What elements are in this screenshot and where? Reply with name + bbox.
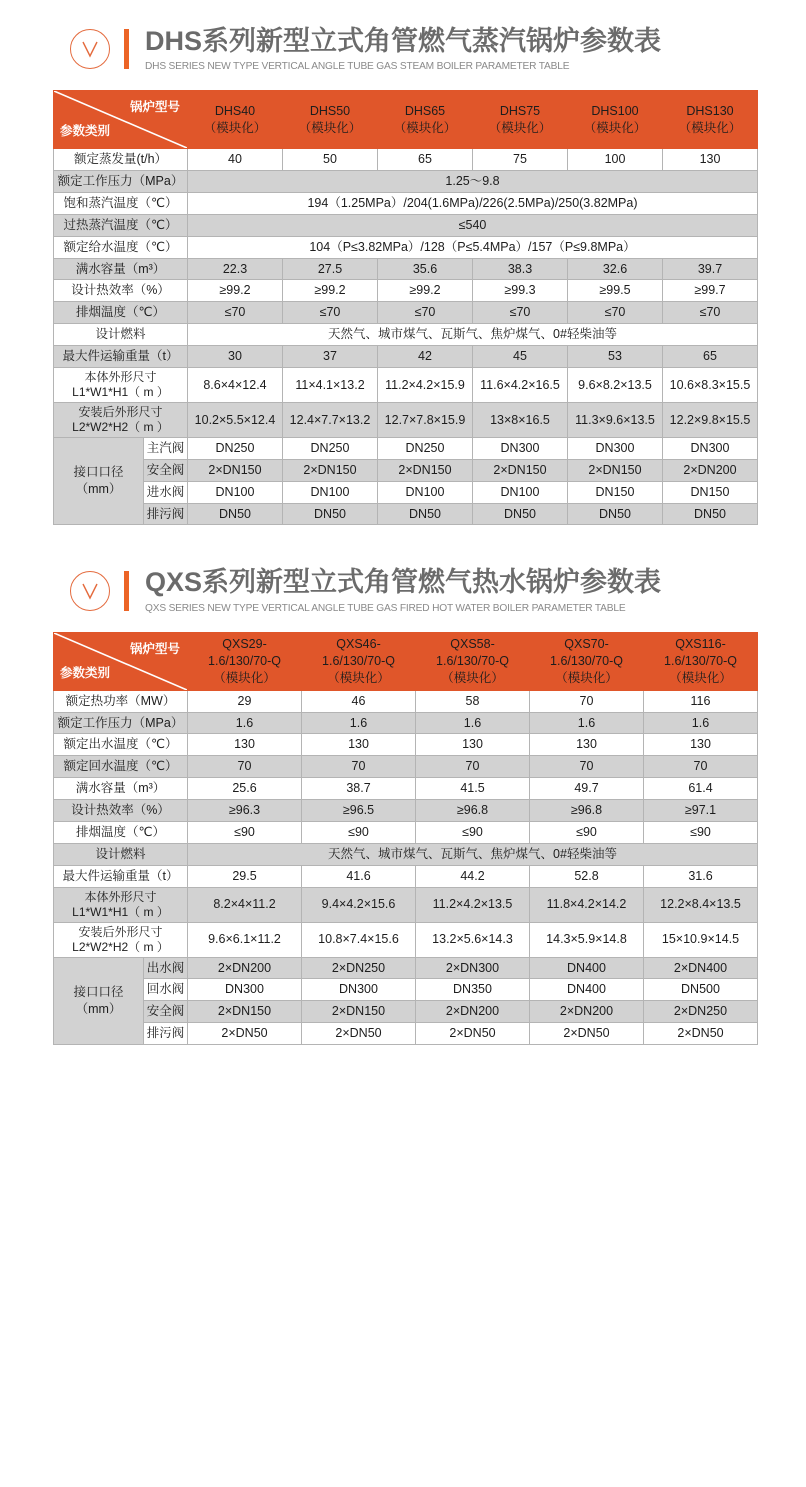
table-row <box>54 690 758 712</box>
value-cell: 35.6 <box>378 258 473 280</box>
value-cell: 75 <box>473 149 568 171</box>
param-label-1: 额定工作压力（MPa） <box>54 712 188 734</box>
value-cell: ≤70 <box>283 302 378 324</box>
value-cell: 11.2×4.2×15.9 <box>378 367 473 402</box>
param-label-10: 本体外形尺寸 L1*W1*H1（ m ） <box>54 367 188 402</box>
value-cell: DN300 <box>568 437 663 459</box>
value-cell: ≥97.1 <box>644 800 758 822</box>
value-cell: ≥96.3 <box>188 800 302 822</box>
model-header-1: QXS46- 1.6/130/70-Q （模块化） <box>302 632 416 690</box>
param-label-5: 满水容量（m³） <box>54 258 188 280</box>
param-label-9: 本体外形尺寸 L1*W1*H1（ m ） <box>54 887 188 922</box>
section-header-dhs <box>0 26 806 72</box>
value-cell: DN300 <box>473 437 568 459</box>
value-cell: ≤70 <box>663 302 758 324</box>
title-block <box>145 567 661 613</box>
table-header-row <box>54 91 758 149</box>
model-variant-label: （模块化） <box>555 670 618 685</box>
value-cell: 2×DN150 <box>188 459 283 481</box>
table-row <box>54 922 758 957</box>
value-cell: 2×DN250 <box>302 957 416 979</box>
table-row <box>54 214 758 236</box>
param-label-3: 额定回水温度（℃） <box>54 756 188 778</box>
value-cell: 8.6×4×12.4 <box>188 367 283 402</box>
table-row <box>54 756 758 778</box>
table-row <box>54 302 758 324</box>
value-cell: 2×DN150 <box>188 1001 302 1023</box>
table-row <box>54 481 758 503</box>
value-cell: ≤70 <box>473 302 568 324</box>
v-in-circle-logo <box>70 29 110 69</box>
model-header-5: DHS130 （模块化） <box>663 91 758 149</box>
param-label-3: 过热蒸汽温度（℃） <box>54 214 188 236</box>
value-cell: 65 <box>663 346 758 368</box>
value-cell: 130 <box>188 734 302 756</box>
value-cell: 25.6 <box>188 778 302 800</box>
group-label-interface-diameter: 接口口径（mm） <box>54 437 144 525</box>
table-row <box>54 503 758 525</box>
value-cell: 8.2×4×11.2 <box>188 887 302 922</box>
model-header-4: DHS100 （模块化） <box>568 91 663 149</box>
value-cell: 12.2×8.4×13.5 <box>644 887 758 922</box>
model-header-3: QXS70- 1.6/130/70-Q （模块化） <box>530 632 644 690</box>
value-cell: 2×DN50 <box>644 1023 758 1045</box>
value-cell: 13×8×16.5 <box>473 402 568 437</box>
section-header-qxs <box>0 567 806 613</box>
value-cell: ≥96.8 <box>530 800 644 822</box>
subrow-label-2: 进水阀 <box>144 481 188 503</box>
param-label-2: 饱和蒸汽温度（℃） <box>54 192 188 214</box>
table-row <box>54 367 758 402</box>
model-variant-label: （模块化） <box>678 120 742 135</box>
merged-value-cell: 天然气、城市煤气、瓦斯气、焦炉煤气、0#轻柴油等 <box>188 324 758 346</box>
spec-section-qxs <box>0 525 806 1045</box>
value-cell: ≤70 <box>188 302 283 324</box>
merged-value-cell: ≤540 <box>188 214 758 236</box>
value-cell: 32.6 <box>568 258 663 280</box>
subrow-label-3: 排污阀 <box>144 1023 188 1045</box>
value-cell: 38.3 <box>473 258 568 280</box>
value-cell: 41.5 <box>416 778 530 800</box>
merged-value-cell: 104（P≤3.82MPa）/128（P≤5.4MPa）/157（P≤9.8MPa） <box>188 236 758 258</box>
value-cell: 2×DN50 <box>416 1023 530 1045</box>
value-cell: 29 <box>188 690 302 712</box>
value-cell: 70 <box>416 756 530 778</box>
value-cell: 70 <box>530 756 644 778</box>
model-header-1: DHS50 （模块化） <box>283 91 378 149</box>
value-cell: DN350 <box>416 979 530 1001</box>
value-cell: 13.2×5.6×14.3 <box>416 922 530 957</box>
value-cell: 100 <box>568 149 663 171</box>
table-row <box>54 979 758 1001</box>
table-row <box>54 865 758 887</box>
value-cell: DN250 <box>378 437 473 459</box>
subrow-label-0: 主汽阀 <box>144 437 188 459</box>
value-cell: 49.7 <box>530 778 644 800</box>
accent-bar <box>124 29 129 69</box>
value-cell: 38.7 <box>302 778 416 800</box>
model-header-0: DHS40 （模块化） <box>188 91 283 149</box>
value-cell: 52.8 <box>530 865 644 887</box>
corner-model-label: 锅炉型号 <box>129 641 180 656</box>
value-cell: 2×DN200 <box>530 1001 644 1023</box>
table-row <box>54 957 758 979</box>
value-cell: 11.2×4.2×13.5 <box>416 887 530 922</box>
value-cell: 15×10.9×14.5 <box>644 922 758 957</box>
param-label-7: 排烟温度（℃） <box>54 302 188 324</box>
value-cell: 39.7 <box>663 258 758 280</box>
model-variant-label: （模块化） <box>298 120 362 135</box>
corner-param-label: 参数类别 <box>60 124 111 139</box>
value-cell: DN300 <box>188 979 302 1001</box>
value-cell: 46 <box>302 690 416 712</box>
value-cell: 1.6 <box>644 712 758 734</box>
value-cell: 30 <box>188 346 283 368</box>
table-row <box>54 258 758 280</box>
value-cell: ≥96.8 <box>416 800 530 822</box>
table-row <box>54 734 758 756</box>
value-cell: DN50 <box>568 503 663 525</box>
value-cell: 2×DN300 <box>416 957 530 979</box>
param-label-0: 额定热功率（MW） <box>54 690 188 712</box>
section-title-en: QXS SERIES NEW TYPE VERTICAL ANGLE TUBE GAS FIRED HOT WATER BOILER PARAMETER TABLE <box>145 601 626 614</box>
value-cell: DN100 <box>378 481 473 503</box>
value-cell: 70 <box>188 756 302 778</box>
value-cell: 44.2 <box>416 865 530 887</box>
value-cell: 1.6 <box>530 712 644 734</box>
value-cell: 58 <box>416 690 530 712</box>
value-cell: ≥99.2 <box>283 280 378 302</box>
value-cell: DN50 <box>473 503 568 525</box>
value-cell: 12.4×7.7×13.2 <box>283 402 378 437</box>
table-row <box>54 459 758 481</box>
param-label-11: 安装后外形尺寸 L2*W2*H2（ m ） <box>54 402 188 437</box>
value-cell: 2×DN50 <box>302 1023 416 1045</box>
value-cell: 9.6×8.2×13.5 <box>568 367 663 402</box>
param-label-7: 设计燃料 <box>54 843 188 865</box>
value-cell: 45 <box>473 346 568 368</box>
value-cell: DN250 <box>283 437 378 459</box>
value-cell: 2×DN200 <box>188 957 302 979</box>
value-cell: 10.8×7.4×15.6 <box>302 922 416 957</box>
table-row <box>54 1023 758 1045</box>
value-cell: ≥99.2 <box>188 280 283 302</box>
value-cell: 2×DN200 <box>416 1001 530 1023</box>
param-label-4: 额定给水温度（℃） <box>54 236 188 258</box>
table-row <box>54 843 758 865</box>
value-cell: DN400 <box>530 957 644 979</box>
merged-value-cell: 1.25～9.8 <box>188 171 758 193</box>
table-row <box>54 280 758 302</box>
table-row <box>54 149 758 171</box>
value-cell: 11.8×4.2×14.2 <box>530 887 644 922</box>
value-cell: 2×DN150 <box>302 1001 416 1023</box>
value-cell: 130 <box>663 149 758 171</box>
table-row <box>54 1001 758 1023</box>
table-row <box>54 402 758 437</box>
model-header-4: QXS116- 1.6/130/70-Q （模块化） <box>644 632 758 690</box>
param-label-8: 设计燃料 <box>54 324 188 346</box>
model-variant-label: （模块化） <box>583 120 647 135</box>
value-cell: 14.3×5.9×14.8 <box>530 922 644 957</box>
value-cell: ≤70 <box>378 302 473 324</box>
table-row <box>54 324 758 346</box>
value-cell: 2×DN50 <box>188 1023 302 1045</box>
value-cell: 41.6 <box>302 865 416 887</box>
value-cell: DN50 <box>283 503 378 525</box>
value-cell: ≤90 <box>302 821 416 843</box>
value-cell: 10.6×8.3×15.5 <box>663 367 758 402</box>
corner-param-label: 参数类别 <box>60 665 111 680</box>
value-cell: 2×DN150 <box>568 459 663 481</box>
param-label-9: 最大件运输重量（t） <box>54 346 188 368</box>
table-wrapper-qxs <box>0 632 806 1045</box>
value-cell: 2×DN150 <box>378 459 473 481</box>
value-cell: 11.3×9.6×13.5 <box>568 402 663 437</box>
value-cell: 2×DN400 <box>644 957 758 979</box>
value-cell: DN300 <box>663 437 758 459</box>
value-cell: DN100 <box>283 481 378 503</box>
title-block <box>145 26 661 72</box>
value-cell: 130 <box>416 734 530 756</box>
value-cell: DN150 <box>663 481 758 503</box>
value-cell: DN500 <box>644 979 758 1001</box>
value-cell: DN250 <box>188 437 283 459</box>
model-variant-label: （模块化） <box>488 120 552 135</box>
value-cell: 9.4×4.2×15.6 <box>302 887 416 922</box>
value-cell: 130 <box>644 734 758 756</box>
value-cell: 11×4.1×13.2 <box>283 367 378 402</box>
value-cell: ≤90 <box>530 821 644 843</box>
value-cell: 1.6 <box>416 712 530 734</box>
value-cell: ≥99.7 <box>663 280 758 302</box>
value-cell: ≥99.2 <box>378 280 473 302</box>
value-cell: 2×DN250 <box>644 1001 758 1023</box>
value-cell: 130 <box>530 734 644 756</box>
param-label-2: 额定出水温度（℃） <box>54 734 188 756</box>
value-cell: 65 <box>378 149 473 171</box>
subrow-label-3: 排污阀 <box>144 503 188 525</box>
param-label-1: 额定工作压力（MPa） <box>54 171 188 193</box>
section-title-en: DHS SERIES NEW TYPE VERTICAL ANGLE TUBE GAS STEAM BOILER PARAMETER TABLE <box>145 60 570 73</box>
value-cell: 42 <box>378 346 473 368</box>
table-row <box>54 171 758 193</box>
value-cell: 40 <box>188 149 283 171</box>
merged-value-cell: 天然气、城市煤气、瓦斯气、焦炉煤气、0#轻柴油等 <box>188 843 758 865</box>
param-label-0: 额定蒸发量(t/h） <box>54 149 188 171</box>
param-label-10: 安装后外形尺寸 L2*W2*H2（ m ） <box>54 922 188 957</box>
param-label-5: 设计热效率（%） <box>54 800 188 822</box>
value-cell: 1.6 <box>188 712 302 734</box>
value-cell: 1.6 <box>302 712 416 734</box>
value-cell: 50 <box>283 149 378 171</box>
value-cell: 12.2×9.8×15.5 <box>663 402 758 437</box>
table-row <box>54 192 758 214</box>
section-title-cn: DHS系列新型立式角管燃气蒸汽锅炉参数表 <box>145 26 662 56</box>
value-cell: DN100 <box>473 481 568 503</box>
value-cell: ≤90 <box>644 821 758 843</box>
model-variant-label: （模块化） <box>327 670 390 685</box>
param-label-6: 设计热效率（%） <box>54 280 188 302</box>
model-variant-label: （模块化） <box>393 120 457 135</box>
value-cell: 116 <box>644 690 758 712</box>
value-cell: 37 <box>283 346 378 368</box>
section-title-cn: QXS系列新型立式角管燃气热水锅炉参数表 <box>145 567 662 598</box>
table-row <box>54 437 758 459</box>
spec-table-qxs <box>53 632 758 1045</box>
model-header-2: DHS65 （模块化） <box>378 91 473 149</box>
spec-table-dhs <box>53 90 758 525</box>
param-label-4: 满水容量（m³） <box>54 778 188 800</box>
model-variant-label: （模块化） <box>203 120 267 135</box>
model-variant-label: （模块化） <box>441 670 504 685</box>
value-cell: DN300 <box>302 979 416 1001</box>
merged-value-cell: 194（1.25MPa）/204(1.6MPa)/226(2.5MPa)/250(3.82MPa) <box>188 192 758 214</box>
model-variant-label: （模块化） <box>213 670 276 685</box>
value-cell: ≥99.3 <box>473 280 568 302</box>
value-cell: DN400 <box>530 979 644 1001</box>
value-cell: 31.6 <box>644 865 758 887</box>
spec-section-dhs <box>0 0 806 525</box>
value-cell: 22.3 <box>188 258 283 280</box>
value-cell: 29.5 <box>188 865 302 887</box>
param-label-8: 最大件运输重量（t） <box>54 865 188 887</box>
value-cell: DN100 <box>188 481 283 503</box>
value-cell: ≤90 <box>416 821 530 843</box>
header-corner-cell <box>54 632 188 690</box>
subrow-label-0: 出水阀 <box>144 957 188 979</box>
value-cell: 2×DN150 <box>283 459 378 481</box>
value-cell: 11.6×4.2×16.5 <box>473 367 568 402</box>
value-cell: ≥99.5 <box>568 280 663 302</box>
table-row <box>54 887 758 922</box>
value-cell: 2×DN150 <box>473 459 568 481</box>
table-header-row <box>54 632 758 690</box>
value-cell: 130 <box>302 734 416 756</box>
value-cell: DN50 <box>663 503 758 525</box>
table-row <box>54 346 758 368</box>
subrow-label-2: 安全阀 <box>144 1001 188 1023</box>
value-cell: ≤70 <box>568 302 663 324</box>
value-cell: 2×DN200 <box>663 459 758 481</box>
subrow-label-1: 安全阀 <box>144 459 188 481</box>
value-cell: 70 <box>530 690 644 712</box>
table-row <box>54 712 758 734</box>
value-cell: 70 <box>644 756 758 778</box>
value-cell: DN50 <box>188 503 283 525</box>
corner-model-label: 锅炉型号 <box>129 100 180 115</box>
value-cell: 9.6×6.1×11.2 <box>188 922 302 957</box>
value-cell: 10.2×5.5×12.4 <box>188 402 283 437</box>
model-header-3: DHS75 （模块化） <box>473 91 568 149</box>
value-cell: ≤90 <box>188 821 302 843</box>
value-cell: 70 <box>302 756 416 778</box>
table-row <box>54 778 758 800</box>
value-cell: 61.4 <box>644 778 758 800</box>
table-wrapper-dhs <box>0 90 806 525</box>
param-label-6: 排烟温度（℃） <box>54 821 188 843</box>
table-row <box>54 236 758 258</box>
value-cell: ≥96.5 <box>302 800 416 822</box>
accent-bar <box>124 571 129 611</box>
value-cell: DN50 <box>378 503 473 525</box>
value-cell: 27.5 <box>283 258 378 280</box>
group-label-interface-diameter: 接口口径（mm） <box>54 957 144 1045</box>
subrow-label-1: 回水阀 <box>144 979 188 1001</box>
value-cell: 2×DN50 <box>530 1023 644 1045</box>
table-row <box>54 821 758 843</box>
value-cell: DN150 <box>568 481 663 503</box>
model-header-0: QXS29- 1.6/130/70-Q （模块化） <box>188 632 302 690</box>
v-in-circle-logo <box>70 571 110 611</box>
model-header-2: QXS58- 1.6/130/70-Q （模块化） <box>416 632 530 690</box>
model-variant-label: （模块化） <box>669 670 732 685</box>
value-cell: 12.7×7.8×15.9 <box>378 402 473 437</box>
header-corner-cell <box>54 91 188 149</box>
value-cell: 53 <box>568 346 663 368</box>
table-row <box>54 800 758 822</box>
